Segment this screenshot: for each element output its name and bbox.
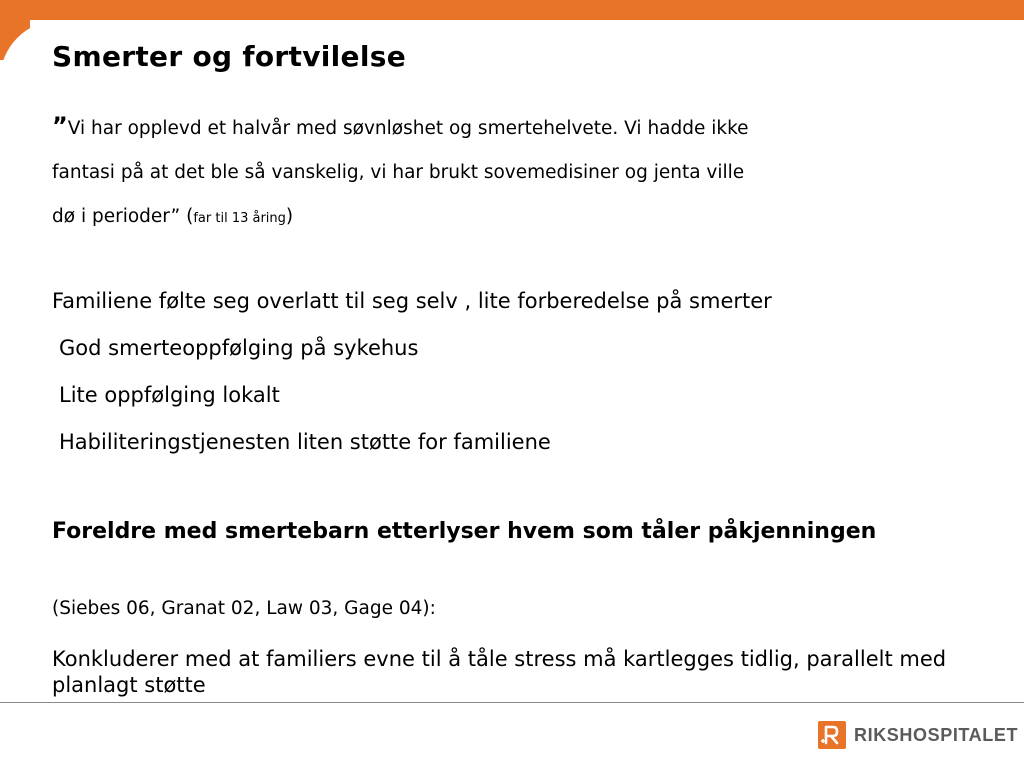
- families-lead: Familiene følte seg overlatt til seg selv , lite forberedelse på smerter: [52, 289, 772, 313]
- parents-heading: Foreldre med smertebarn etterlyser hvem som tåler påkjenningen: [52, 519, 877, 544]
- quote-line-3: [52, 195, 932, 241]
- references: (Siebes 06, Granat 02, Law 03, Gage 04):: [52, 598, 436, 619]
- footer-divider: [0, 702, 1024, 703]
- families-block: [52, 278, 772, 466]
- families-item: Habiliteringstjenesten liten støtte for familiene: [59, 430, 551, 454]
- families-item: Lite oppfølging lokalt: [59, 383, 280, 407]
- families-item: God smerteoppfølging på sykehus: [59, 336, 419, 360]
- conclusion: Konkluderer med at familiers evne til å tåle stress må kartlegges tidlig, parallelt med planlagt støtte: [52, 647, 947, 697]
- quote-line-1-text: Vi har opplevd et halvår med søvnløshet og smertehelvete. Vi hadde ikke: [67, 118, 749, 139]
- quote-block: [52, 104, 932, 241]
- slide-title: Smerter og fortvilelse: [52, 40, 407, 73]
- rikshospitalet-logo-text: RIKSHOSPITALET: [854, 724, 1019, 745]
- quote-attribution: far til 13 åring: [193, 211, 286, 226]
- rikshospitalet-logo-icon: [818, 721, 846, 749]
- quote-line-1: [52, 104, 932, 151]
- quote-close-paren: ): [285, 206, 294, 227]
- rikshospitalet-logo: [818, 720, 1018, 750]
- quote-line-2: fantasi på at det ble så vanskelig, vi har brukt sovemedisiner og jenta ville: [52, 162, 745, 183]
- quote-open-mark: ”: [52, 112, 68, 140]
- top-accent-band: [0, 0, 1024, 20]
- quote-line-3-text: dø i perioder” (: [52, 206, 194, 227]
